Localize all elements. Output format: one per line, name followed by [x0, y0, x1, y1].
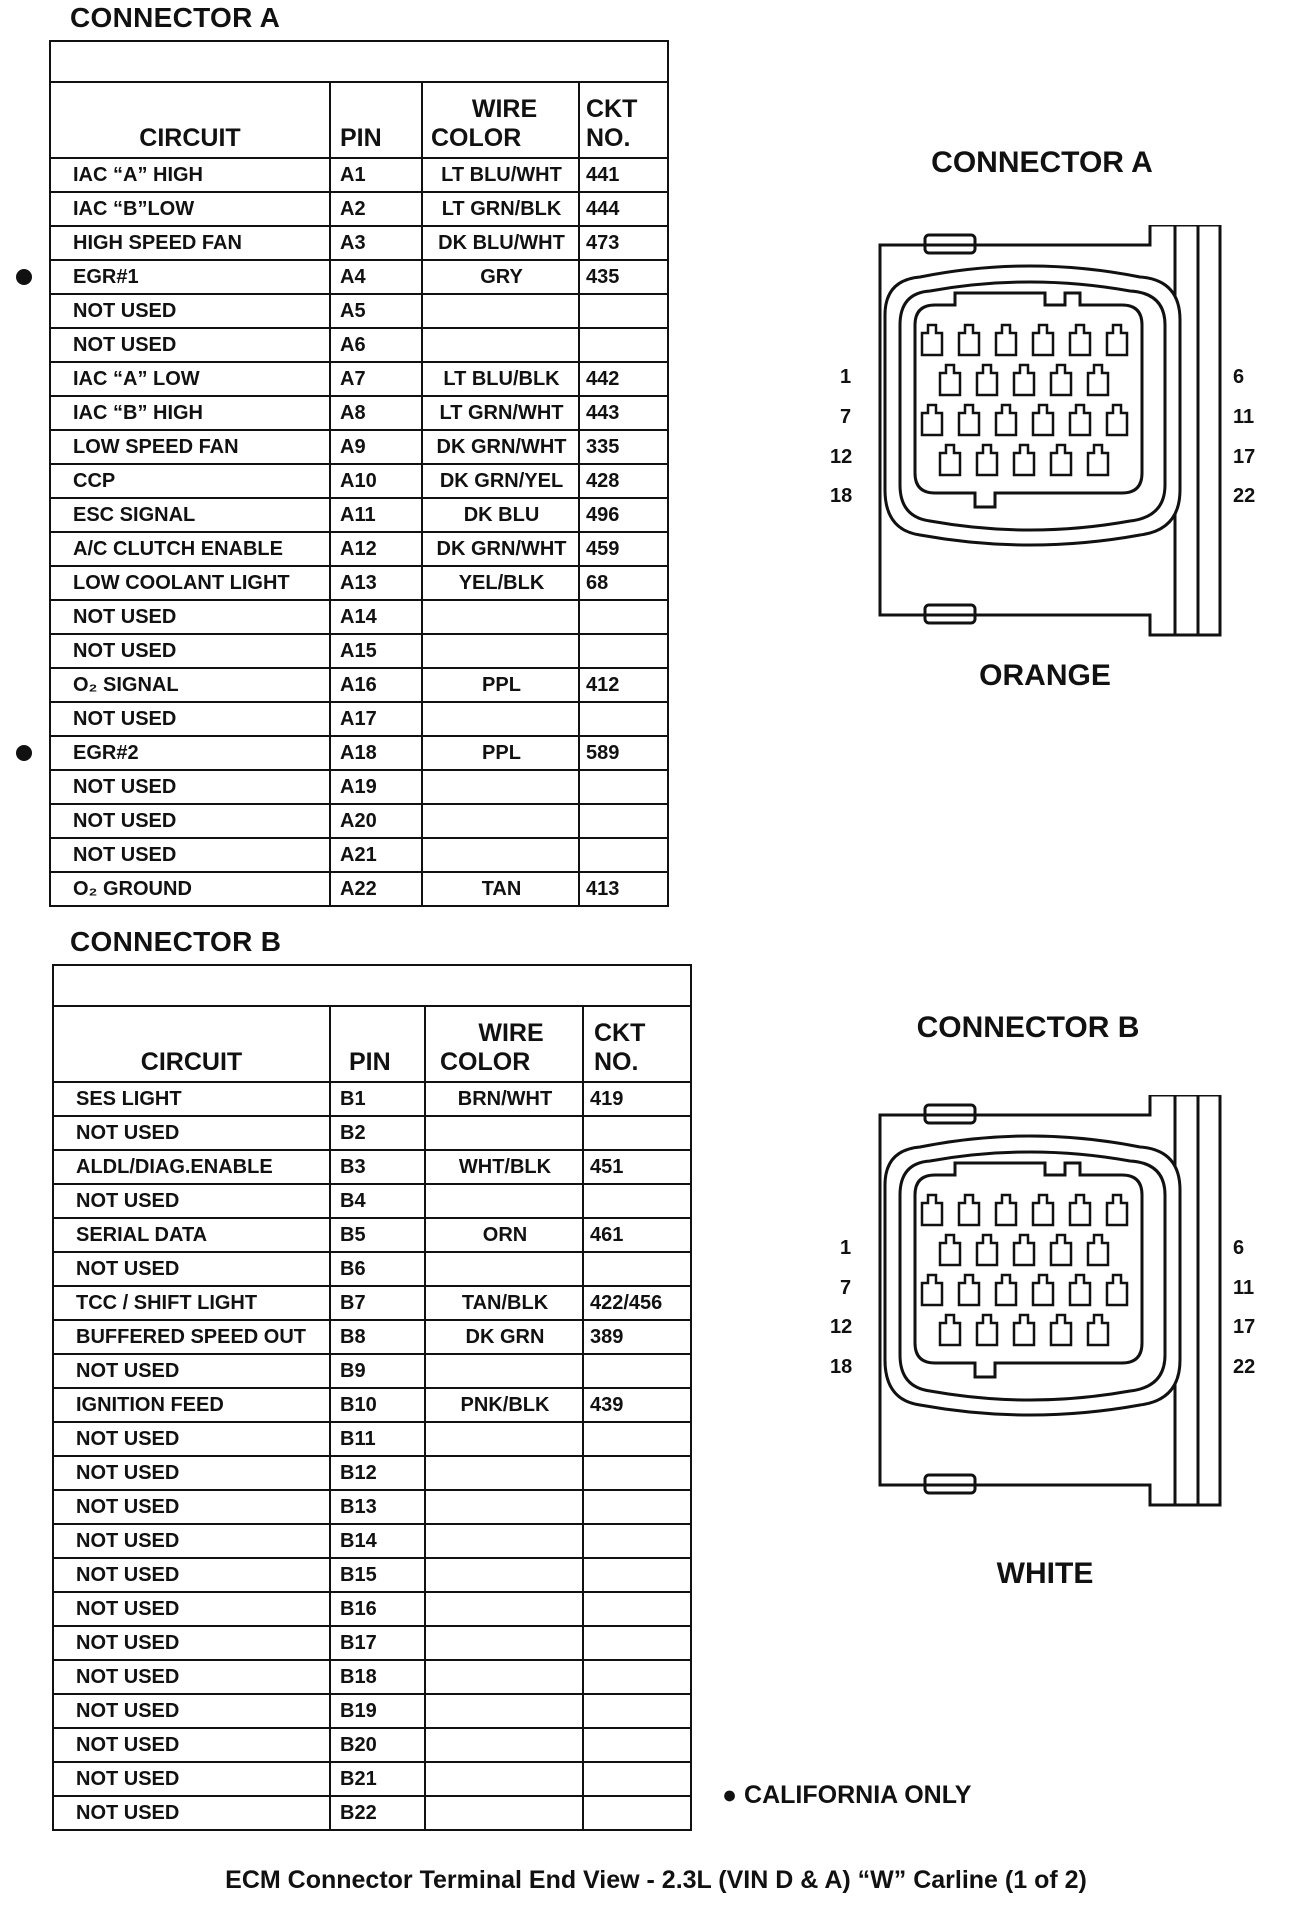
pin-cell: A22: [330, 872, 422, 906]
table-row: [50, 294, 668, 328]
ckt-no-cell: 443: [579, 396, 668, 430]
pin-cell: A2: [330, 192, 422, 226]
pin-cell: B8: [330, 1320, 425, 1354]
circuit-cell: IAC “B”LOW: [50, 192, 330, 226]
table-row: [53, 1354, 691, 1388]
table-blank-row: [53, 965, 691, 1006]
wire-color-cell: GRY: [422, 260, 579, 294]
circuit-cell: NOT USED: [53, 1558, 330, 1592]
circuit-cell: NOT USED: [50, 294, 330, 328]
wire-color-cell: [425, 1558, 583, 1592]
circuit-cell: IGNITION FEED: [53, 1388, 330, 1422]
pin-cell: B16: [330, 1592, 425, 1626]
table-row: [53, 1218, 691, 1252]
circuit-cell: IAC “A” LOW: [50, 362, 330, 396]
wire-color-cell: [422, 838, 579, 872]
connector-b-diagram: [860, 1095, 1240, 1515]
header-ckt-line2: NO.: [586, 124, 631, 152]
circuit-cell: TCC / SHIFT LIGHT: [53, 1286, 330, 1320]
ckt-no-cell: [583, 1796, 691, 1830]
table-row: [50, 260, 668, 294]
ckt-no-cell: [583, 1456, 691, 1490]
table-row: [50, 532, 668, 566]
circuit-cell: NOT USED: [50, 838, 330, 872]
wire-color-cell: DK GRN/WHT: [422, 532, 579, 566]
table-blank-row: [50, 41, 668, 82]
diagram-b-color-label: WHITE: [996, 1557, 1094, 1590]
header-circuit: CIRCUIT: [53, 1006, 330, 1082]
pin-cell: B11: [330, 1422, 425, 1456]
pin-label-1: 1: [840, 366, 852, 388]
ckt-no-cell: 496: [579, 498, 668, 532]
pin-cell: B4: [330, 1184, 425, 1218]
pin-label-7: 7: [840, 406, 852, 428]
wire-color-cell: [425, 1524, 583, 1558]
wire-color-cell: DK GRN/WHT: [422, 430, 579, 464]
circuit-cell: IAC “A” HIGH: [50, 158, 330, 192]
pin-label-12: 12: [830, 446, 853, 468]
circuit-cell: NOT USED: [53, 1422, 330, 1456]
ckt-no-cell: 451: [583, 1150, 691, 1184]
ckt-no-cell: [583, 1422, 691, 1456]
ckt-no-cell: 435: [579, 260, 668, 294]
table-row: [50, 498, 668, 532]
wire-color-cell: WHT/BLK: [425, 1150, 583, 1184]
pin-cell: A4: [330, 260, 422, 294]
california-bullet-icon: [16, 269, 32, 285]
header-wire-color-line2: COLOR: [431, 124, 522, 152]
wire-color-cell: [425, 1184, 583, 1218]
table-row: [53, 1150, 691, 1184]
table-row: [50, 736, 668, 770]
header-ckt-line1: CKT: [594, 1019, 646, 1047]
pin-cell: A19: [330, 770, 422, 804]
ckt-no-cell: 442: [579, 362, 668, 396]
table-row: [53, 1456, 691, 1490]
wire-color-cell: PNK/BLK: [425, 1388, 583, 1422]
ckt-no-cell: 412: [579, 668, 668, 702]
pin-cell: A15: [330, 634, 422, 668]
wire-color-cell: ORN: [425, 1218, 583, 1252]
wire-color-cell: [425, 1694, 583, 1728]
connector-a-table: [49, 40, 669, 907]
pin-cell: A21: [330, 838, 422, 872]
ckt-no-cell: [579, 294, 668, 328]
table-row: [50, 566, 668, 600]
wire-color-cell: LT GRN/WHT: [422, 396, 579, 430]
circuit-cell: CCP: [50, 464, 330, 498]
circuit-cell: NOT USED: [50, 770, 330, 804]
ckt-no-cell: [579, 634, 668, 668]
circuit-cell: NOT USED: [53, 1660, 330, 1694]
connector-a-diagram: [860, 225, 1240, 645]
ckt-no-cell: 589: [579, 736, 668, 770]
table-row: [50, 396, 668, 430]
pin-label-22: 22: [1233, 1356, 1256, 1378]
wire-color-cell: [422, 804, 579, 838]
circuit-cell: SES LIGHT: [53, 1082, 330, 1116]
pin-label-18: 18: [830, 1356, 853, 1378]
header-wire-color-line1: WIRE: [471, 95, 538, 123]
circuit-cell: NOT USED: [50, 702, 330, 736]
pin-label-11: 11: [1233, 1277, 1255, 1299]
circuit-cell: O₂ SIGNAL: [50, 668, 330, 702]
circuit-cell: ESC SIGNAL: [50, 498, 330, 532]
wire-color-cell: [425, 1490, 583, 1524]
wire-color-cell: BRN/WHT: [425, 1082, 583, 1116]
circuit-cell: NOT USED: [53, 1626, 330, 1660]
pin-cell: B17: [330, 1626, 425, 1660]
circuit-cell: HIGH SPEED FAN: [50, 226, 330, 260]
wire-color-cell: [425, 1422, 583, 1456]
pin-cell: B1: [330, 1082, 425, 1116]
ckt-no-cell: [583, 1558, 691, 1592]
pin-label-6: 6: [1233, 366, 1245, 388]
california-bullet-icon: [16, 745, 32, 761]
table-row: [53, 1728, 691, 1762]
table-row: [53, 1184, 691, 1218]
table-row: [53, 1558, 691, 1592]
pin-cell: A20: [330, 804, 422, 838]
ckt-no-cell: [579, 600, 668, 634]
wire-color-cell: DK GRN: [425, 1320, 583, 1354]
table-row: [50, 838, 668, 872]
pin-cell: A8: [330, 396, 422, 430]
ckt-no-cell: 473: [579, 226, 668, 260]
pin-cell: A1: [330, 158, 422, 192]
diagram-a-color-label: ORANGE: [979, 659, 1111, 692]
pin-cell: A18: [330, 736, 422, 770]
table-row: [50, 430, 668, 464]
table-row: [50, 668, 668, 702]
pin-cell: B20: [330, 1728, 425, 1762]
circuit-cell: NOT USED: [53, 1354, 330, 1388]
wire-color-cell: TAN: [422, 872, 579, 906]
connector-a-title: CONNECTOR A: [70, 2, 281, 33]
circuit-cell: NOT USED: [53, 1252, 330, 1286]
header-wire-color: [425, 1006, 583, 1082]
wire-color-cell: [425, 1660, 583, 1694]
circuit-cell: NOT USED: [50, 634, 330, 668]
ckt-no-cell: 419: [583, 1082, 691, 1116]
table-row: [53, 1694, 691, 1728]
circuit-cell: NOT USED: [53, 1762, 330, 1796]
ckt-no-cell: [583, 1728, 691, 1762]
ckt-no-cell: 422/456: [583, 1286, 691, 1320]
pin-label-11: 11: [1233, 406, 1255, 428]
ckt-no-cell: 461: [583, 1218, 691, 1252]
table-row: [53, 1116, 691, 1150]
pin-cell: A10: [330, 464, 422, 498]
circuit-cell: NOT USED: [53, 1524, 330, 1558]
circuit-cell: EGR#2: [50, 736, 330, 770]
pin-cell: A3: [330, 226, 422, 260]
wire-color-cell: [425, 1626, 583, 1660]
wire-color-cell: [425, 1728, 583, 1762]
header-circuit: CIRCUIT: [50, 82, 330, 158]
pin-cell: B13: [330, 1490, 425, 1524]
ckt-no-cell: [583, 1184, 691, 1218]
pin-label-22: 22: [1233, 485, 1256, 507]
table-row: [53, 1082, 691, 1116]
pin-cell: B22: [330, 1796, 425, 1830]
connector-b-table: [52, 964, 692, 1831]
pin-cell: B10: [330, 1388, 425, 1422]
circuit-cell: NOT USED: [53, 1184, 330, 1218]
ckt-no-cell: [579, 838, 668, 872]
table-row: [50, 634, 668, 668]
wire-color-cell: PPL: [422, 736, 579, 770]
wire-color-cell: [422, 770, 579, 804]
wire-color-cell: [425, 1116, 583, 1150]
table-row: [50, 600, 668, 634]
wire-color-cell: [422, 702, 579, 736]
ckt-no-cell: [579, 328, 668, 362]
circuit-cell: NOT USED: [53, 1694, 330, 1728]
pin-label-7: 7: [840, 1277, 852, 1299]
table-row: [50, 702, 668, 736]
diagram-a-title: CONNECTOR A: [931, 146, 1153, 179]
table-row: [50, 872, 668, 906]
header-ckt-no: [579, 82, 668, 158]
header-pin: PIN: [330, 1006, 425, 1082]
pin-label-1: 1: [840, 1237, 852, 1259]
table-row: [50, 464, 668, 498]
circuit-cell: NOT USED: [50, 804, 330, 838]
table-row: [53, 1660, 691, 1694]
ckt-no-cell: [583, 1490, 691, 1524]
pin-cell: A17: [330, 702, 422, 736]
pin-cell: B21: [330, 1762, 425, 1796]
circuit-cell: NOT USED: [53, 1796, 330, 1830]
pin-cell: B6: [330, 1252, 425, 1286]
wire-color-cell: [425, 1762, 583, 1796]
pin-cell: B15: [330, 1558, 425, 1592]
wire-color-cell: [425, 1354, 583, 1388]
ckt-no-cell: [583, 1626, 691, 1660]
pin-cell: B3: [330, 1150, 425, 1184]
circuit-cell: NOT USED: [53, 1728, 330, 1762]
pin-cell: A5: [330, 294, 422, 328]
ckt-no-cell: [583, 1592, 691, 1626]
wire-color-cell: [425, 1592, 583, 1626]
ckt-no-cell: [583, 1524, 691, 1558]
california-only-legend: ● CALIFORNIA ONLY: [722, 1781, 972, 1809]
pin-cell: A12: [330, 532, 422, 566]
circuit-cell: SERIAL DATA: [53, 1218, 330, 1252]
ckt-no-cell: 459: [579, 532, 668, 566]
header-ckt-line2: NO.: [594, 1048, 639, 1076]
pin-label-18: 18: [830, 485, 853, 507]
circuit-cell: LOW COOLANT LIGHT: [50, 566, 330, 600]
ckt-no-cell: 428: [579, 464, 668, 498]
circuit-cell: LOW SPEED FAN: [50, 430, 330, 464]
wire-color-cell: [425, 1252, 583, 1286]
wire-color-cell: DK BLU/WHT: [422, 226, 579, 260]
wire-color-cell: [422, 294, 579, 328]
table-header-row: [53, 1006, 691, 1082]
circuit-cell: NOT USED: [53, 1592, 330, 1626]
ckt-no-cell: [583, 1116, 691, 1150]
ckt-no-cell: 389: [583, 1320, 691, 1354]
wire-color-cell: [422, 600, 579, 634]
wire-color-cell: DK BLU: [422, 498, 579, 532]
ckt-no-cell: 413: [579, 872, 668, 906]
wire-color-cell: YEL/BLK: [422, 566, 579, 600]
table-row: [50, 770, 668, 804]
ckt-no-cell: [579, 804, 668, 838]
table-row: [53, 1626, 691, 1660]
pin-cell: A7: [330, 362, 422, 396]
ckt-no-cell: [583, 1694, 691, 1728]
wire-color-cell: DK GRN/YEL: [422, 464, 579, 498]
pin-cell: B9: [330, 1354, 425, 1388]
ckt-no-cell: 335: [579, 430, 668, 464]
circuit-cell: NOT USED: [53, 1490, 330, 1524]
pin-cell: B12: [330, 1456, 425, 1490]
circuit-cell: NOT USED: [50, 328, 330, 362]
table-row: [50, 158, 668, 192]
table-header-row: [50, 82, 668, 158]
ckt-no-cell: 441: [579, 158, 668, 192]
circuit-cell: O₂ GROUND: [50, 872, 330, 906]
pin-cell: A13: [330, 566, 422, 600]
wire-color-cell: [422, 634, 579, 668]
header-ckt-line1: CKT: [586, 95, 638, 123]
connector-b-title: CONNECTOR B: [70, 926, 282, 957]
table-row: [53, 1388, 691, 1422]
table-row: [50, 226, 668, 260]
header-pin: PIN: [330, 82, 422, 158]
header-wire-color-line2: COLOR: [440, 1048, 531, 1076]
pin-label-17: 17: [1233, 1316, 1256, 1338]
wire-color-cell: PPL: [422, 668, 579, 702]
table-row: [53, 1422, 691, 1456]
pin-cell: A16: [330, 668, 422, 702]
header-wire-color: [422, 82, 579, 158]
table-row: [53, 1320, 691, 1354]
pin-cell: B18: [330, 1660, 425, 1694]
circuit-cell: A/C CLUTCH ENABLE: [50, 532, 330, 566]
header-wire-color-line1: WIRE: [478, 1019, 544, 1047]
ckt-no-cell: 68: [579, 566, 668, 600]
circuit-cell: NOT USED: [50, 600, 330, 634]
ckt-no-cell: [583, 1762, 691, 1796]
diagram-b-title: CONNECTOR B: [916, 1011, 1140, 1044]
wire-color-cell: [422, 328, 579, 362]
table-row: [53, 1762, 691, 1796]
ckt-no-cell: [583, 1660, 691, 1694]
wire-color-cell: LT BLU/WHT: [422, 158, 579, 192]
table-row: [50, 328, 668, 362]
pin-label-6: 6: [1233, 1237, 1245, 1259]
table-row: [53, 1490, 691, 1524]
ckt-no-cell: 439: [583, 1388, 691, 1422]
wire-color-cell: [425, 1796, 583, 1830]
table-row: [53, 1286, 691, 1320]
wire-color-cell: LT BLU/BLK: [422, 362, 579, 396]
ckt-no-cell: [579, 770, 668, 804]
ckt-no-cell: [583, 1252, 691, 1286]
pin-cell: B5: [330, 1218, 425, 1252]
ckt-no-cell: 444: [579, 192, 668, 226]
circuit-cell: BUFFERED SPEED OUT: [53, 1320, 330, 1354]
ckt-no-cell: [583, 1354, 691, 1388]
pin-cell: A14: [330, 600, 422, 634]
table-row: [50, 362, 668, 396]
pin-cell: B19: [330, 1694, 425, 1728]
wire-color-cell: LT GRN/BLK: [422, 192, 579, 226]
wire-color-cell: TAN/BLK: [425, 1286, 583, 1320]
pin-cell: B2: [330, 1116, 425, 1150]
pin-cell: B7: [330, 1286, 425, 1320]
table-row: [50, 804, 668, 838]
pin-cell: A6: [330, 328, 422, 362]
circuit-cell: ALDL/DIAG.ENABLE: [53, 1150, 330, 1184]
table-row: [50, 192, 668, 226]
pin-cell: B14: [330, 1524, 425, 1558]
ckt-no-cell: [579, 702, 668, 736]
page-footer-caption: ECM Connector Terminal End View - 2.3L (VIN D & A) “W” Carline (1 of 2): [225, 1866, 1087, 1894]
table-row: [53, 1524, 691, 1558]
table-row: [53, 1592, 691, 1626]
header-ckt-no: [583, 1006, 691, 1082]
circuit-cell: NOT USED: [53, 1116, 330, 1150]
table-row: [53, 1252, 691, 1286]
pin-cell: A9: [330, 430, 422, 464]
circuit-cell: NOT USED: [53, 1456, 330, 1490]
pin-cell: A11: [330, 498, 422, 532]
table-row: [53, 1796, 691, 1830]
pin-label-12: 12: [830, 1316, 853, 1338]
pin-label-17: 17: [1233, 446, 1256, 468]
circuit-cell: EGR#1: [50, 260, 330, 294]
circuit-cell: IAC “B” HIGH: [50, 396, 330, 430]
wire-color-cell: [425, 1456, 583, 1490]
